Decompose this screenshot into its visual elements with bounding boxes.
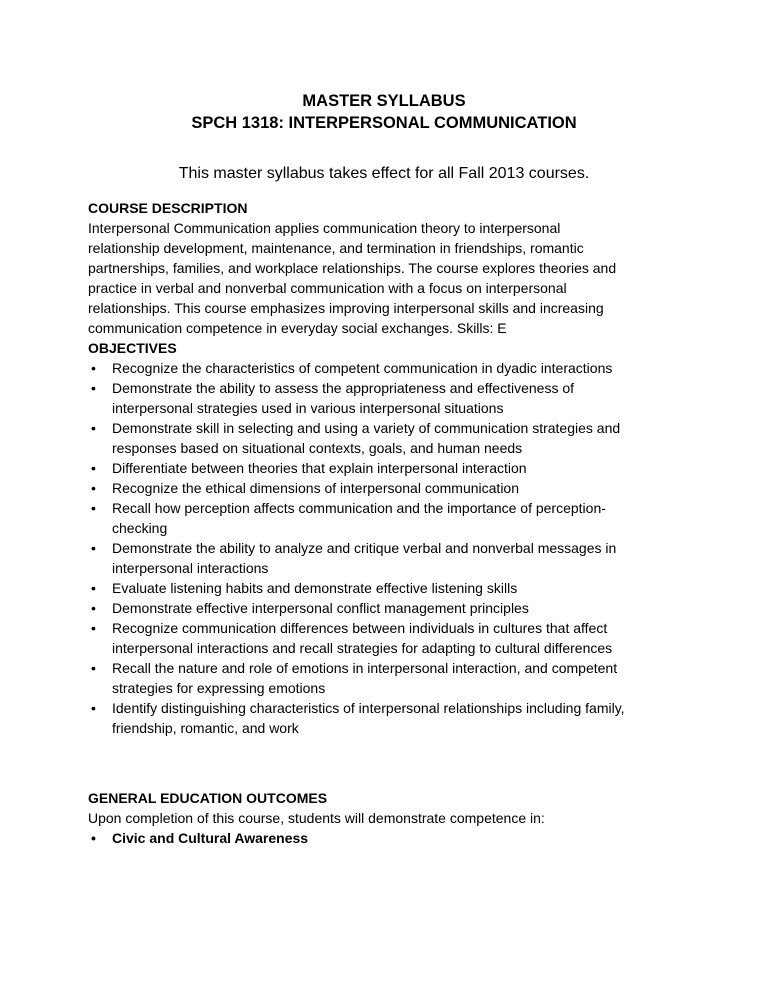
objective-text: Demonstrate skill in selecting and using a variety of communication strategies and xyxy=(112,420,621,436)
objective-text-cont: checking xyxy=(112,520,168,536)
bullet-icon: • xyxy=(91,480,96,496)
course-description-line: communication competence in everyday social exchanges. Skills: E xyxy=(88,320,507,336)
objective-text: Recognize communication differences between individuals in cultures that affect xyxy=(112,620,608,636)
objective-text-cont: strategies for expressing emotions xyxy=(112,680,326,696)
bullet-icon: • xyxy=(91,380,96,396)
course-description-line: relationship development, maintenance, and termination in friendships, romantic xyxy=(88,240,584,256)
objective-item xyxy=(88,598,688,618)
bullet-icon: • xyxy=(91,500,96,516)
objective-item xyxy=(88,358,688,378)
objective-text-cont: interpersonal interactions xyxy=(112,560,269,576)
objective-text-cont: interpersonal strategies used in various interpersonal situations xyxy=(112,400,504,416)
bullet-icon: • xyxy=(91,660,96,676)
bullet-icon: • xyxy=(91,360,96,376)
course-description-line: partnerships, families, and workplace relationships. The course explores theories and xyxy=(88,260,617,276)
objectives-section xyxy=(88,338,688,738)
general-education-heading: GENERAL EDUCATION OUTCOMES xyxy=(88,790,328,806)
general-education-section xyxy=(88,788,688,848)
objective-text: Recognize the characteristics of competent communication in dyadic interactions xyxy=(112,360,613,376)
general-education-item xyxy=(88,828,688,848)
objective-item xyxy=(88,658,688,698)
objective-item xyxy=(88,418,688,458)
bullet-icon: • xyxy=(91,420,96,436)
general-education-list xyxy=(88,828,688,848)
bullet-icon: • xyxy=(91,460,96,476)
title-line-1: MASTER SYLLABUS xyxy=(302,92,466,110)
objective-item xyxy=(88,498,688,538)
objective-text: Demonstrate effective interpersonal conflict management principles xyxy=(112,600,529,616)
objective-text: Recognize the ethical dimensions of interpersonal communication xyxy=(112,480,519,496)
objective-item xyxy=(88,578,688,598)
bullet-icon: • xyxy=(91,580,96,596)
bullet-icon: • xyxy=(91,700,96,716)
bullet-icon: • xyxy=(91,620,96,636)
objective-text: Differentiate between theories that explain interpersonal interaction xyxy=(112,460,527,476)
objective-text: Recall how perception affects communication and the importance of perception- xyxy=(112,500,606,516)
bullet-icon: • xyxy=(91,600,96,616)
bullet-icon: • xyxy=(91,540,96,556)
objective-text: Evaluate listening habits and demonstrate effective listening skills xyxy=(112,580,518,596)
objective-text: Demonstrate the ability to analyze and critique verbal and nonverbal messages in xyxy=(112,540,617,556)
general-education-item-text: Civic and Cultural Awareness xyxy=(112,830,309,846)
objective-text-cont: interpersonal interactions and recall strategies for adapting to cultural differences xyxy=(112,640,613,656)
course-description-line: Interpersonal Communication applies communication theory to interpersonal xyxy=(88,220,561,236)
objective-text-cont: friendship, romantic, and work xyxy=(112,720,299,736)
objective-item xyxy=(88,538,688,578)
objective-item xyxy=(88,378,688,418)
objectives-list xyxy=(88,358,688,738)
objective-text-cont: responses based on situational contexts, goals, and human needs xyxy=(112,440,523,456)
course-description-section xyxy=(88,198,688,338)
objective-text: Recall the nature and role of emotions in interpersonal interaction, and competent xyxy=(112,660,618,676)
objective-item xyxy=(88,698,688,738)
objective-item xyxy=(88,478,688,498)
course-description-line: practice in verbal and nonverbal communication with a focus on interpersonal xyxy=(88,280,567,296)
title-line-2: SPCH 1318: INTERPERSONAL COMMUNICATION xyxy=(191,114,577,132)
general-education-intro: Upon completion of this course, students will demonstrate competence in: xyxy=(88,810,545,826)
course-description-heading: COURSE DESCRIPTION xyxy=(88,200,248,216)
objective-item xyxy=(88,618,688,658)
document-title xyxy=(0,90,768,134)
objective-text: Identify distinguishing characteristics of interpersonal relationships including family, xyxy=(112,700,625,716)
effective-date-note: This master syllabus takes effect for all Fall 2013 courses. xyxy=(178,165,590,182)
course-description-line: relationships. This course emphasizes improving interpersonal skills and increasing xyxy=(88,300,604,316)
objective-item xyxy=(88,458,688,478)
objective-text: Demonstrate the ability to assess the appropriateness and effectiveness of xyxy=(112,380,575,396)
objectives-heading: OBJECTIVES xyxy=(88,340,177,356)
bullet-icon: • xyxy=(91,830,96,846)
